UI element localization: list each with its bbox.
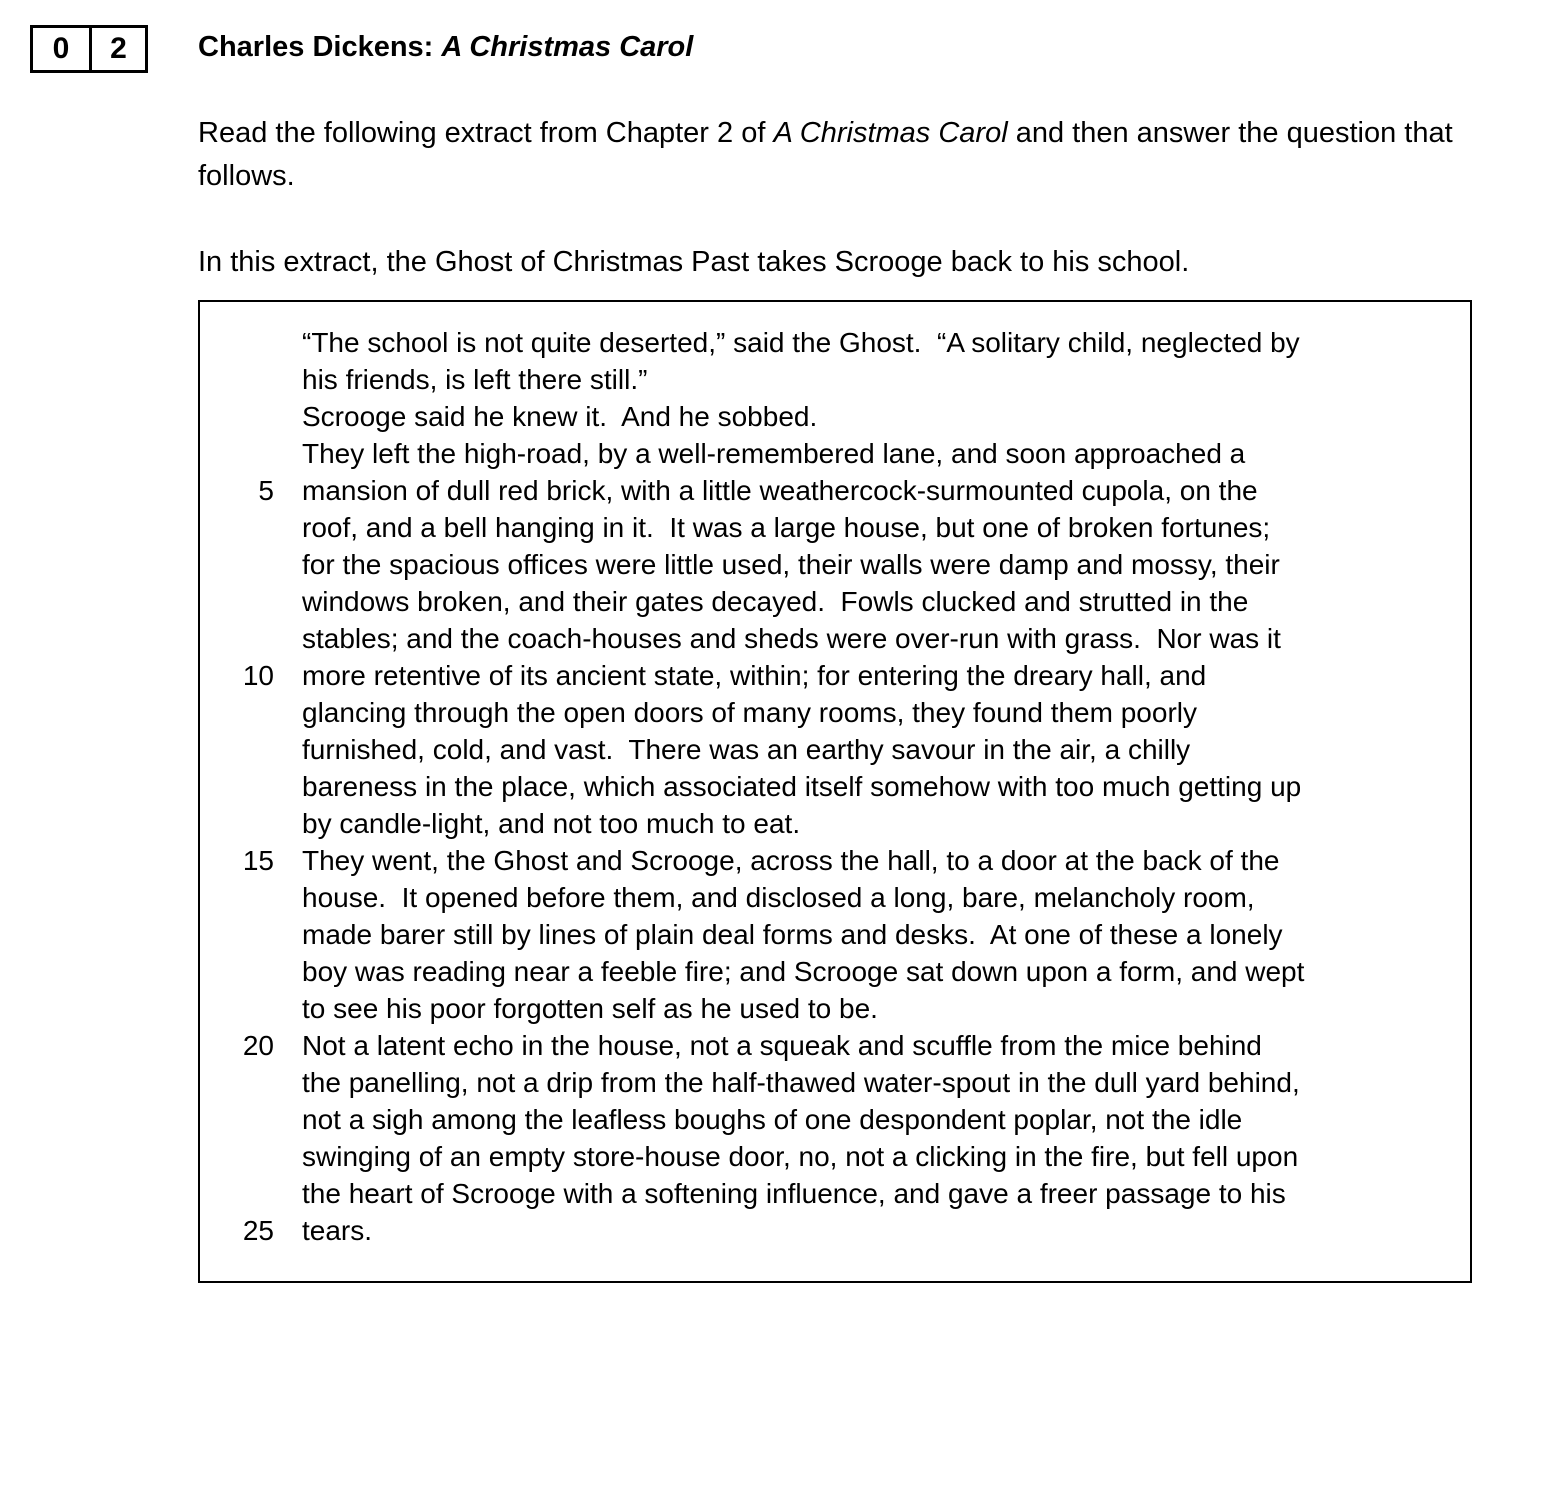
- extract-line: [200, 435, 1470, 472]
- extract-line-number: 20: [242, 1030, 274, 1061]
- page-title: [198, 31, 693, 64]
- question-number-box: [30, 25, 148, 73]
- extract-line: [200, 1175, 1470, 1212]
- extract-line-text: bareness in the place, which associated itself somehow with too much getting up: [302, 771, 1302, 802]
- extract-line-text: house. It opened before them, and disclosed a long, bare, melancholy room,: [302, 882, 1255, 913]
- extract-line: [200, 509, 1470, 546]
- extract-line-text: his friends, is left there still.”: [302, 364, 648, 395]
- extract-line: [200, 1138, 1470, 1175]
- instructions-block: [198, 112, 1468, 284]
- extract-line-text: roof, and a bell hanging in it. It was a large house, but one of broken fortunes;: [302, 512, 1271, 543]
- extract-line: [200, 953, 1470, 990]
- extract-line-text: by candle-light, and not too much to eat.: [302, 808, 801, 839]
- extract-line-text: more retentive of its ancient state, within; for entering the dreary hall, and: [302, 660, 1207, 691]
- extract-line-text: made barer still by lines of plain deal forms and desks. At one of these a lonely: [302, 919, 1283, 950]
- extract-line: [200, 731, 1470, 768]
- extract-line-text: “The school is not quite deserted,” said the Ghost. “A solitary child, neglected by: [302, 327, 1300, 358]
- extract-line: [200, 1101, 1470, 1138]
- extract-line-text: the heart of Scrooge with a softening influence, and gave a freer passage to his: [302, 1178, 1286, 1209]
- extract-line-number: 10: [242, 660, 274, 691]
- instruction-1-part-2: and then answer the question that follows.: [198, 117, 1453, 192]
- extract-line: [200, 1064, 1470, 1101]
- instruction-1-part-1: Read the following extract from Chapter 2 of: [198, 117, 774, 149]
- extract-line: [200, 1212, 1470, 1249]
- title-author: Charles Dickens:: [198, 31, 434, 63]
- extract-line: [200, 805, 1470, 842]
- extract-line-text: Not a latent echo in the house, not a squeak and scuffle from the mice behind: [302, 1030, 1262, 1061]
- extract-line: [200, 990, 1470, 1027]
- instruction-paragraph-2: In this extract, the Ghost of Christmas Past takes Scrooge back to his school.: [198, 246, 1190, 278]
- extract-line-text: They left the high-road, by a well-remembered lane, and soon approached a: [302, 438, 1246, 469]
- extract-line: [200, 1027, 1470, 1064]
- extract-line-text: They went, the Ghost and Scrooge, across the hall, to a door at the back of the: [302, 845, 1280, 876]
- extract-line-number: 15: [242, 845, 274, 876]
- extract-line: [200, 324, 1470, 361]
- extract-line: [200, 657, 1470, 694]
- extract-line-text: furnished, cold, and vast. There was an earthy savour in the air, a chilly: [302, 734, 1191, 765]
- extract-line: [200, 916, 1470, 953]
- extract-line-text: tears.: [302, 1215, 373, 1246]
- extract-line-text: swinging of an empty store-house door, no, not a clicking in the fire, but fell upon: [302, 1141, 1299, 1172]
- question-number-digit-1: 0: [52, 32, 70, 65]
- extract-line-text: stables; and the coach-houses and sheds were over-run with grass. Nor was it: [302, 623, 1281, 654]
- extract-line: [200, 398, 1470, 435]
- extract-line-text: for the spacious offices were little used, their walls were damp and mossy, their: [302, 549, 1280, 580]
- title-work: A Christmas Carol: [441, 31, 694, 63]
- extract-line-text: boy was reading near a feeble fire; and Scrooge sat down upon a form, and wept: [302, 956, 1305, 987]
- extract-line: [200, 768, 1470, 805]
- extract-line: [200, 583, 1470, 620]
- extract-line-text: the panelling, not a drip from the half-thawed water-spout in the dull yard behind,: [302, 1067, 1300, 1098]
- extract-line: [200, 620, 1470, 657]
- extract-box: [198, 300, 1472, 1283]
- question-number-digit-2: 2: [89, 28, 145, 70]
- extract-line: [200, 472, 1470, 509]
- extract-line: [200, 694, 1470, 731]
- extract-line: [200, 546, 1470, 583]
- extract-line-text: windows broken, and their gates decayed. Fowls clucked and strutted in the: [302, 586, 1249, 617]
- extract-lines-container: [200, 324, 1470, 1249]
- extract-line-text: mansion of dull red brick, with a little weathercock-surmounted cupola, on the: [302, 475, 1258, 506]
- extract-line-number: 5: [258, 475, 274, 506]
- question-header: [0, 0, 1562, 90]
- extract-line: [200, 879, 1470, 916]
- extract-line-number: 25: [242, 1215, 274, 1246]
- extract-line: [200, 361, 1470, 398]
- instruction-paragraph-1: [198, 112, 1468, 198]
- instruction-1-work-title: A Christmas Carol: [773, 117, 1008, 149]
- extract-line-text: not a sigh among the leafless boughs of one despondent poplar, not the idle: [302, 1104, 1243, 1135]
- extract-line-text: Scrooge said he knew it. And he sobbed.: [302, 401, 818, 432]
- extract-line-text: to see his poor forgotten self as he used to be.: [302, 993, 878, 1024]
- extract-line-text: glancing through the open doors of many rooms, they found them poorly: [302, 697, 1197, 728]
- extract-line: [200, 842, 1470, 879]
